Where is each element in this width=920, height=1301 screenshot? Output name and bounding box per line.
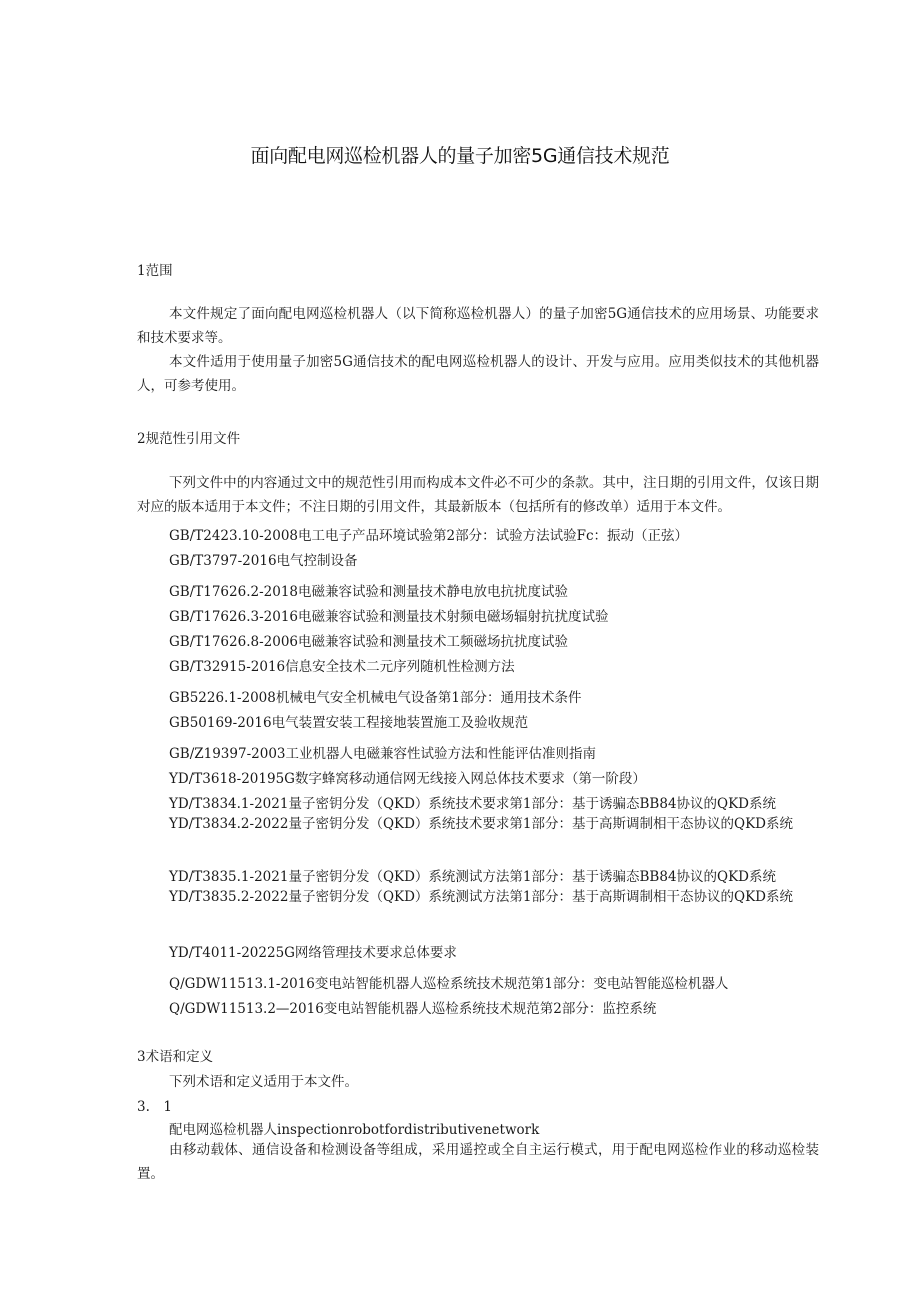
reference-item: GB/T3797-2016电气控制设备 (169, 553, 358, 569)
reference-item: YD/T3618-20195G数字蜂窝移动通信网无线接入网总体技术要求（第一阶段） (169, 771, 646, 787)
reference-item: GB/T17626.2-2018电磁兼容试验和测量技术静电放电抗扰度试验 (169, 584, 569, 600)
section-2-intro: 下列文件中的内容通过文中的规范性引用而构成本文件必不可少的条款。其中，注日期的引用文件，仅该日期对应的版本适用于本文件；不注日期的引用文件，其最新版本（包括所有的修改单）适用于本文件。 (137, 475, 819, 515)
section-1-heading: 1范围 (137, 263, 173, 279)
reference-item: Q/GDW11513.1-2016变电站智能机器人巡检系统技术规范第1部分：变电站智能巡检机器人 (169, 976, 729, 992)
reference-item: GB50169-2016电气装置安装工程接地装置施工及验收规范 (169, 715, 529, 731)
reference-item: GB/T2423.10-2008电工电子产品环境试验第2部分：试验方法试验Fc：振动（正弦） (169, 528, 689, 544)
reference-item: YD/T3835.1-2021量子密钥分发（QKD）系统测试方法第1部分：基于诱骗态BB84协议的QKD系统 (169, 869, 777, 885)
section-3-intro: 下列术语和定义适用于本文件。 (169, 1074, 358, 1090)
section-1-paragraph-2: 本文件适用于使用量子加密5G通信技术的配电网巡检机器人的设计、开发与应用。应用类似技术的其他机器人，可参考使用。 (137, 354, 819, 394)
reference-item: GB/T32915-2016信息安全技术二元序列随机性检测方法 (169, 659, 515, 675)
section-2-heading: 2规范性引用文件 (137, 431, 241, 447)
term-definition: 由移动载体、通信设备和检测设备等组成，采用遥控或全自主运行模式，用于配电网巡检作业的移动巡检装置。 (137, 1142, 819, 1182)
reference-item: YD/T3834.1-2021量子密钥分发（QKD）系统技术要求第1部分：基于诱骗态BB84协议的QKD系统 (169, 796, 777, 812)
reference-item: GB/Z19397-2003工业机器人电磁兼容性试验方法和性能评估准则指南 (169, 746, 596, 762)
term-name: 配电网巡检机器人inspectionrobotfordistributivenetwork (169, 1122, 540, 1138)
term-number: 3. 1 (137, 1099, 172, 1115)
reference-item: YD/T3834.2-2022量子密钥分发（QKD）系统技术要求第1部分：基于高斯调制相干态协议的QKD系统 (169, 816, 793, 832)
section-1-paragraph-1: 本文件规定了面向配电网巡检机器人（以下简称巡检机器人）的量子加密5G通信技术的应用场景、功能要求和技术要求等。 (137, 306, 819, 346)
reference-item: YD/T4011-20225G网络管理技术要求总体要求 (169, 945, 457, 961)
reference-item: GB/T17626.8-2006电磁兼容试验和测量技术工频磁场抗扰度试验 (169, 634, 569, 650)
reference-item: YD/T3835.2-2022量子密钥分发（QKD）系统测试方法第1部分：基于高斯调制相干态协议的QKD系统 (169, 889, 793, 905)
reference-item: Q/GDW11513.2—2016变电站智能机器人巡检系统技术规范第2部分：监控系统 (169, 1001, 657, 1017)
reference-item: GB/T17626.3-2016电磁兼容试验和测量技术射频电磁场辐射抗扰度试验 (169, 609, 609, 625)
section-3-heading: 3术语和定义 (137, 1049, 214, 1065)
document-title: 面向配电网巡检机器人的量子加密5G通信技术规范 (250, 145, 670, 167)
reference-item: GB5226.1-2008机械电气安全机械电气设备第1部分：通用技术条件 (169, 690, 582, 706)
